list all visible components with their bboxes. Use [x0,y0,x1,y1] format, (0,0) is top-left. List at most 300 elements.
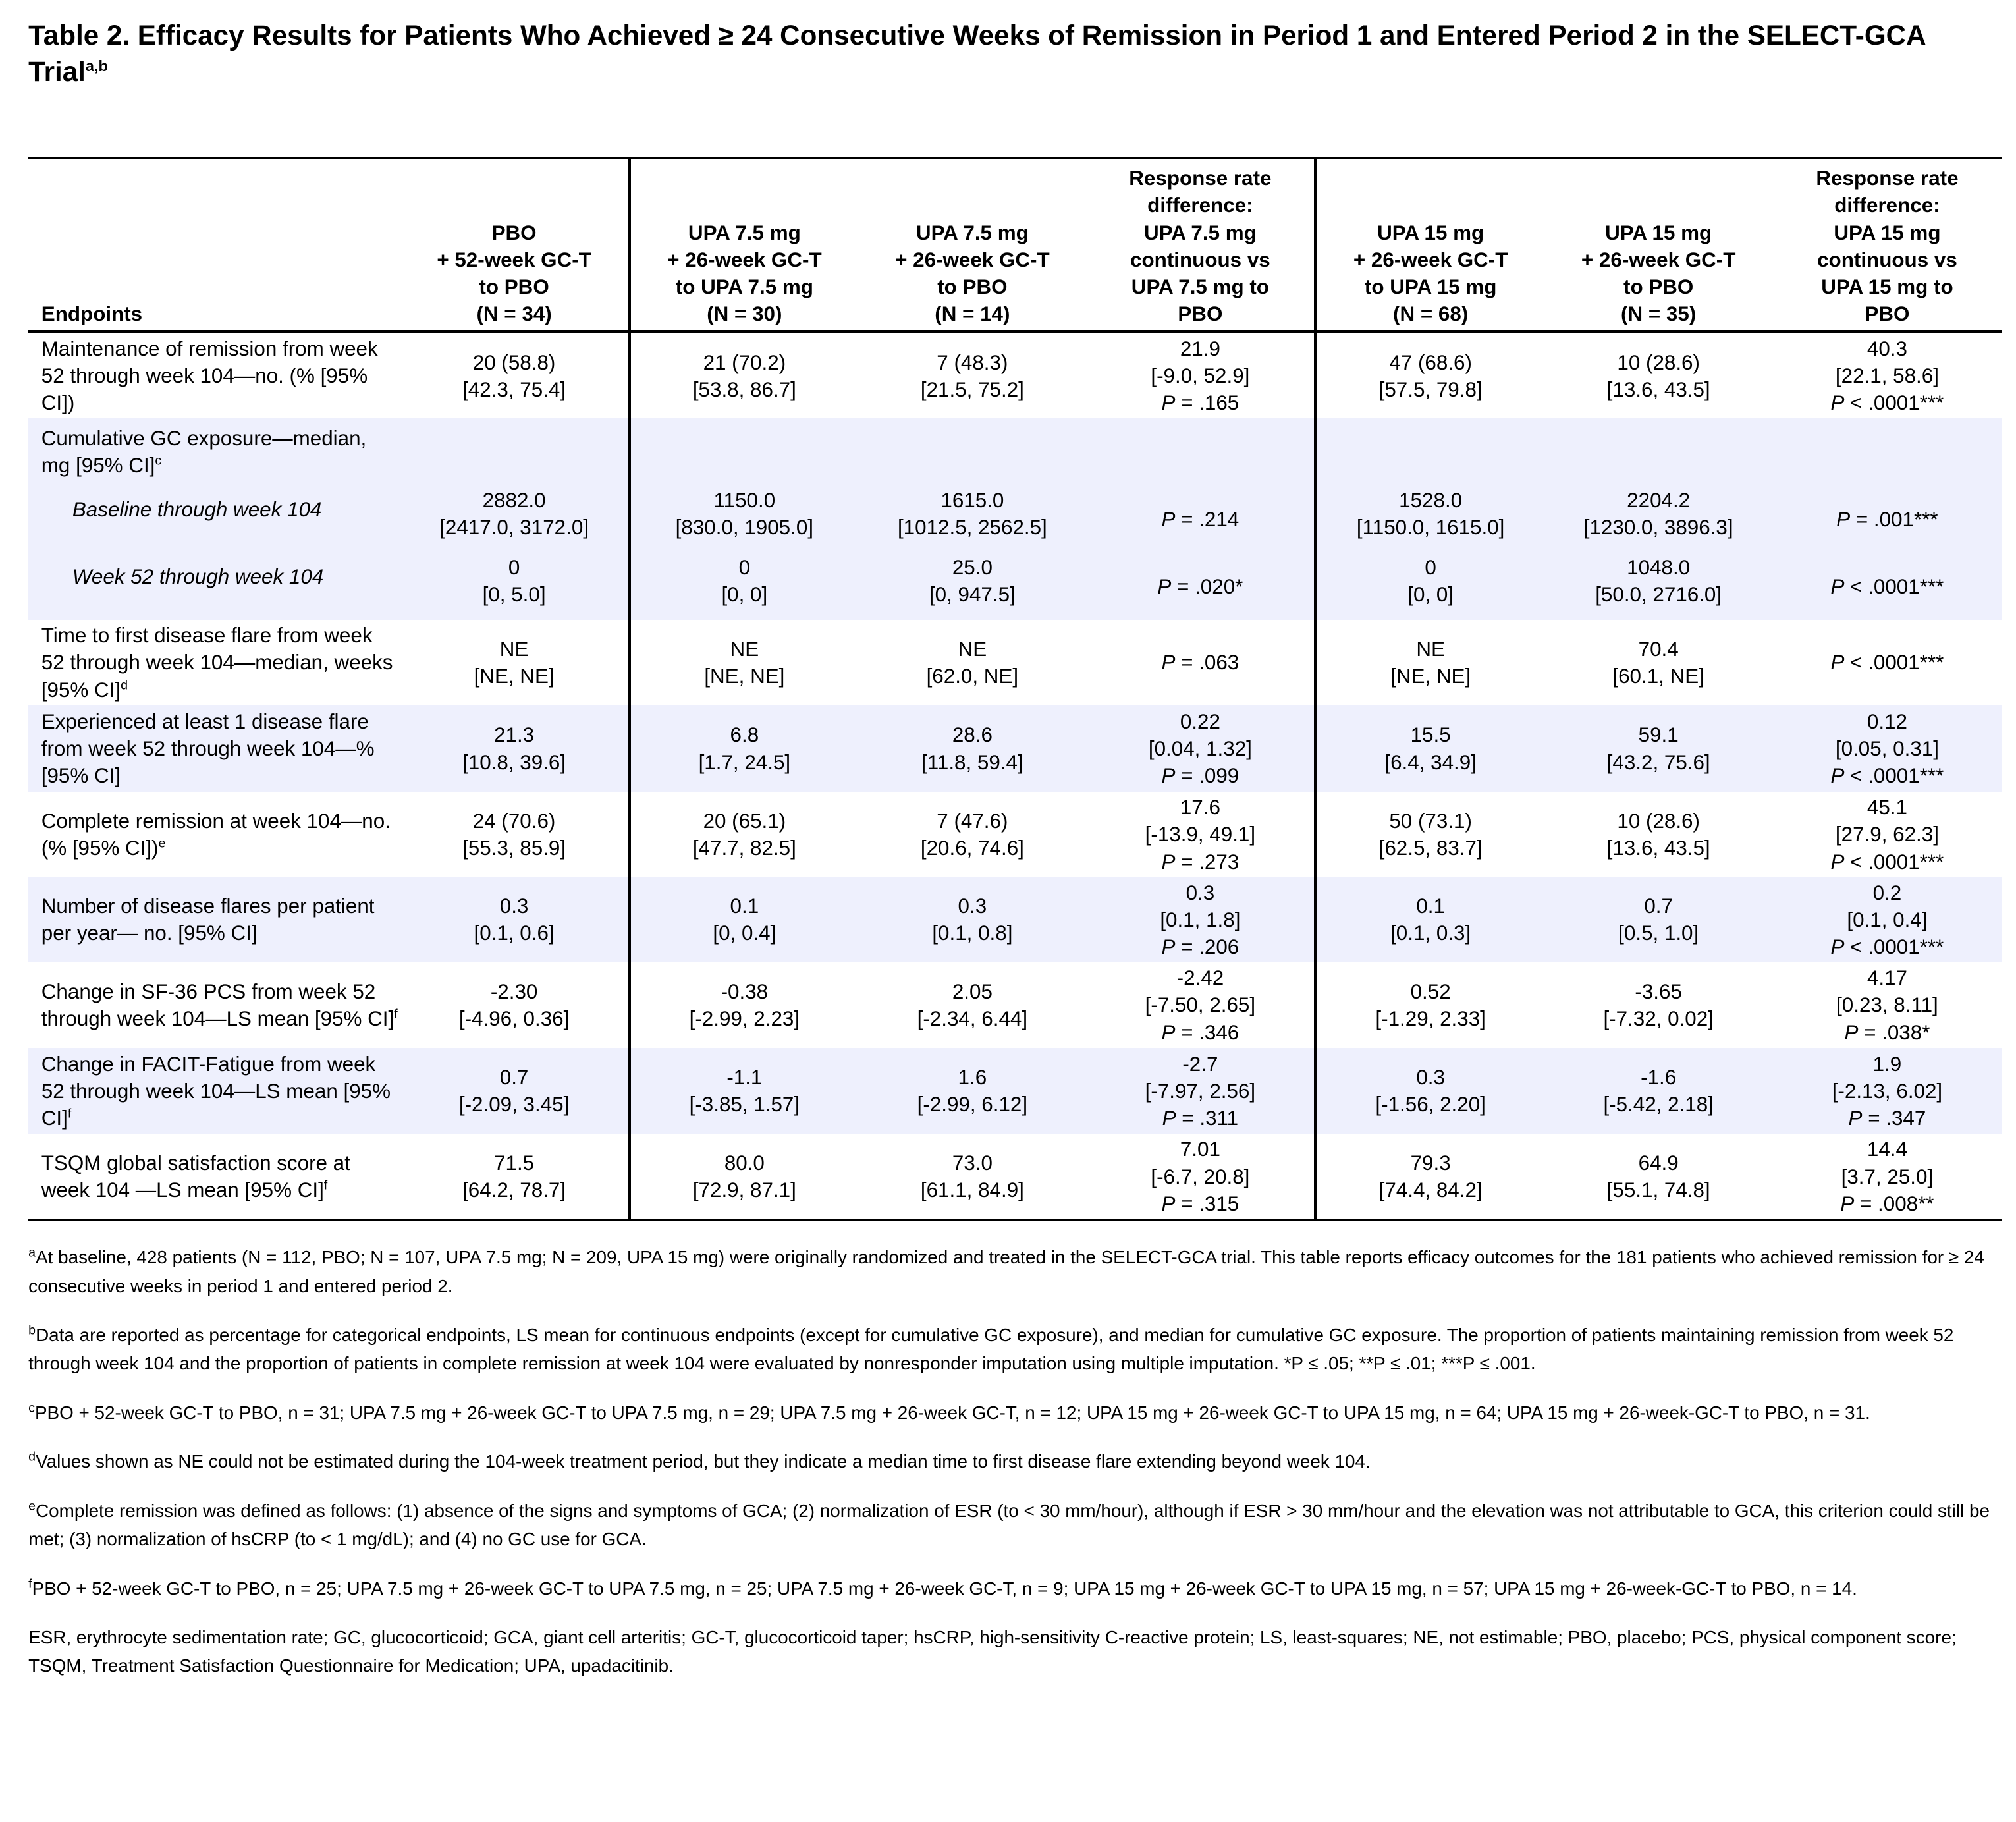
cell-line: 45.1 [1866,796,1907,819]
cell-line: [57.5, 79.8] [1378,377,1483,401]
cell-line: continuous vs [1130,248,1270,271]
cell-line: [1.7, 24.5] [698,750,791,774]
cell-line: 7.01 [1180,1138,1220,1161]
cell-line: 0.3 [1185,881,1215,904]
cell-line: [11.8, 59.4] [921,750,1023,774]
endpoint-label [28,877,400,962]
data-cell [1315,332,1544,418]
cell-line: PBO [1865,302,1910,326]
cell-line: UPA 15 mg [1834,221,1941,244]
cell-line: UPA 7.5 mg to [1131,275,1269,298]
endpoint-text: Change in FACIT-Fatigue from week 52 through week 104—LS mean [95% CI] [41,1052,391,1130]
cell-line: 17.6 [1180,796,1220,819]
cell-line: UPA 7.5 mg [688,221,801,244]
cell-line: 1528.0 [1399,489,1463,512]
data-cell [1773,962,2002,1047]
cell-line: [72.9, 87.1] [692,1178,796,1202]
cell-line: 0.12 [1866,709,1907,733]
cell-line: 0.3 [499,895,529,918]
endpoint-label [28,1048,400,1134]
cell-line: [0.1, 0.4] [1847,908,1928,931]
cell-line: 7 (48.3) [937,350,1008,374]
cell-line: 40.3 [1866,337,1907,360]
cell-line: [13.6, 43.5] [1606,837,1710,860]
endpoint-label [28,485,400,553]
data-cell [629,418,858,485]
cell-line: NE [499,637,529,661]
cell-line: (N = 35) [1621,302,1697,326]
cell-line: P = .008** [1840,1192,1934,1215]
data-cell [629,620,858,705]
cell-line: 6.8 [730,723,759,747]
footnote-text: Complete remission was defined as follows: (1) absence of the signs and symptoms of GCA; (2) normalization of ESR (to < 30 mm/hour), although if ESR > 30 mm/hour and the elevation was not attributable to GCA, this criterion could still be met; (3) normalization of hsCRP (to < 1 mg/dL); and (4) no GC use for GCA. [28,1500,1990,1550]
data-cell [1315,877,1544,962]
data-cell [1773,485,2002,553]
cell-line: 71.5 [494,1151,535,1174]
endpoint-label [28,620,400,705]
cell-line: [64.2, 78.7] [462,1178,566,1202]
cell-line: 50 (73.1) [1389,809,1472,833]
cell-line: NE [1416,637,1445,661]
cell-line: UPA 15 mg to [1821,275,1953,298]
data-cell [858,418,1087,485]
footnote-ref: f [323,1178,328,1193]
table-row [28,1134,2002,1219]
cell-line: [2417.0, 3172.0] [439,516,589,539]
data-cell [1087,705,1315,792]
data-cell [858,332,1087,418]
cell-line: 0.7 [1644,895,1673,918]
data-cell [858,705,1087,792]
endpoint-text: Change in SF-36 PCS from week 52 through week 104—LS mean [95% CI] [41,980,395,1030]
data-cell [400,485,629,553]
data-cell [1087,877,1315,962]
table-row [28,962,2002,1047]
cell-line: (N = 68) [1393,302,1469,326]
data-cell [1773,620,2002,705]
data-cell [1544,620,1773,705]
data-cell [1315,705,1544,792]
cell-line: 24 (70.6) [472,809,556,833]
table-row [28,792,2002,877]
cell-line: to UPA 7.5 mg [675,275,813,298]
data-cell [858,1048,1087,1134]
header-row [28,159,2002,332]
cell-line: [-2.13, 6.02] [1832,1079,1943,1103]
cell-line: [-6.7, 20.8] [1151,1165,1250,1188]
cell-line: (N = 30) [707,302,782,326]
cell-line: [0.23, 8.11] [1836,993,1938,1017]
cell-line: P = .038* [1844,1020,1930,1044]
data-cell [1773,1134,2002,1219]
data-cell [1544,418,1773,485]
cell-line: P = .273 [1161,850,1240,873]
data-cell [400,792,629,877]
cell-line: difference: [1147,194,1253,217]
cell-line: P = .214 [1161,507,1240,531]
cell-line: P < .0001*** [1830,391,1944,415]
data-cell [629,792,858,877]
cell-line: [0.1, 0.3] [1390,922,1471,945]
footnote-text: Values shown as NE could not be estimated during the 104-week treatment period, but they indicate a median time to first disease flare extending beyond week 104. [36,1451,1371,1472]
cell-line: [1012.5, 2562.5] [897,516,1047,539]
data-cell [1544,485,1773,553]
column-header-5 [1315,159,1544,332]
cell-line: [50.0, 2716.0] [1595,583,1722,607]
cell-line: 73.0 [952,1151,993,1174]
column-header-2 [629,159,858,332]
footnote-text: PBO + 52-week GC-T to PBO, n = 31; UPA 7.5 mg + 26-week GC-T to UPA 7.5 mg, n = 29; UPA 7.5 mg + 26-week GC-T, n = 12; UPA 15 mg + 26-week GC-T to UPA 15 mg, n = 64; UPA 15 mg + 26-week-GC-T to PBO, n = 31. [34,1402,1870,1423]
cell-line: 1.6 [958,1066,987,1090]
data-cell [858,792,1087,877]
data-cell [1315,1048,1544,1134]
data-cell [629,1134,858,1219]
cell-line: [-7.32, 0.02] [1603,1007,1714,1030]
cell-line: P = .346 [1161,1020,1240,1044]
data-cell [1087,792,1315,877]
cell-line: (N = 14) [935,302,1010,326]
endpoint-text: Cumulative GC exposure—median, mg [95% CI] [41,427,367,478]
cell-line: 28.6 [952,723,993,747]
cell-line: [0, 0.4] [713,922,776,945]
cell-line: + 52-week GC-T [437,248,591,271]
cell-line: 70.4 [1638,637,1679,661]
table-row [28,877,2002,962]
data-cell [858,485,1087,553]
cell-line: [-3.85, 1.57] [689,1093,800,1117]
footnote-text: ESR, erythrocyte sedimentation rate; GC, glucocorticoid; GCA, giant cell arteritis; GC-T, glucocorticoid taper; hsCRP, high-sensitivity C-reactive protein; LS, least-squares; NE, not estimable; PBO, placebo; PCS, physical component score; TSQM, Treatment Satisfaction Questionnaire for Medication; UPA, upadacitinib. [28,1627,1957,1676]
cell-line: 1615.0 [940,489,1004,512]
data-cell [1544,877,1773,962]
cell-line: [10.8, 39.6] [462,750,566,774]
cell-line: 0.3 [1416,1066,1445,1090]
cell-line: P < .0001*** [1830,574,1944,598]
data-cell [400,332,629,418]
cell-line: P < .0001*** [1830,850,1944,873]
data-cell [1315,485,1544,553]
cell-line: Endpoints [41,302,143,326]
cell-line: [1150.0, 1615.0] [1356,516,1505,539]
data-cell [1773,553,2002,620]
footnote-text: Data are reported as percentage for categorical endpoints, LS mean for continuous endpoints (except for cumulative GC exposure), and median for cumulative GC exposure. The proportion of patients maintaining remission from week 52 through week 104 and the proportion of patients in complete remission at week 104 were evaluated by nonresponder imputation using multiple imputation. *P ≤ .05; **P ≤ .01; ***P ≤ .001. [28,1325,1954,1374]
cell-line: P = .315 [1161,1192,1240,1215]
cell-line: [-7.50, 2.65] [1145,993,1256,1017]
cell-line: 47 (68.6) [1389,350,1472,374]
data-cell [1544,1048,1773,1134]
cell-line: 64.9 [1638,1151,1679,1174]
data-cell [400,1048,629,1134]
data-cell [1773,1048,2002,1134]
footnote [28,1497,2005,1553]
cell-line: [NE, NE] [474,665,555,688]
cell-line: 2882.0 [482,489,546,512]
cell-line: 0.1 [1416,895,1445,918]
cell-line: 15.5 [1410,723,1451,747]
data-cell [629,1048,858,1134]
cell-line: P < .0001*** [1830,764,1944,788]
cell-line: -3.65 [1635,980,1682,1003]
data-cell [1544,792,1773,877]
cell-line: UPA 15 mg [1605,221,1712,244]
footnote-mark: f [28,1576,32,1591]
endpoint-text: Time to first disease flare from week 52 through week 104—median, weeks [95% CI] [41,624,393,702]
data-cell [400,553,629,620]
cell-line: 20 (65.1) [703,809,786,833]
cell-line: 0 [1425,556,1436,580]
cell-line: 0.52 [1410,980,1451,1003]
footnote-mark: e [28,1499,36,1514]
data-cell [1315,792,1544,877]
table-row [28,620,2002,705]
footnote-ref: c [155,453,162,468]
data-cell [1315,1134,1544,1219]
cell-line: [0.1, 0.6] [474,922,555,945]
cell-line: P = .206 [1161,935,1240,959]
data-cell [858,962,1087,1047]
cell-line: P = .165 [1161,391,1240,415]
footnote [28,1447,2005,1476]
cell-line: [53.8, 86.7] [692,377,796,401]
table-row [28,705,2002,792]
cell-line: [830.0, 1905.0] [675,516,814,539]
endpoint-text: TSQM global satisfaction score at week 104 —LS mean [95% CI] [41,1151,350,1202]
data-cell [1087,1048,1315,1134]
data-cell [858,553,1087,620]
cell-line: 59.1 [1638,723,1679,747]
endpoint-label [28,418,400,485]
data-cell [1544,332,1773,418]
data-cell [1773,418,2002,485]
footnote [28,1623,2005,1680]
cell-line: 21.9 [1180,337,1220,360]
cell-line: -1.6 [1641,1066,1677,1090]
endpoint-label [28,962,400,1047]
cell-line: P = .063 [1161,651,1240,675]
data-cell [1544,705,1773,792]
cell-line: [NE, NE] [1390,665,1471,688]
footnote-ref: f [67,1106,72,1121]
title-text: Table 2. Efficacy Results for Patients Who Achieved ≥ 24 Consecutive Weeks of Remission in Period 1 and Entered Period 2 in the SELECT-GCA Trial [28,20,1925,88]
cell-line: 0.2 [1872,881,1902,904]
data-cell [1087,418,1315,485]
footnotes [28,1243,2005,1700]
data-cell [400,1134,629,1219]
data-cell [1087,332,1315,418]
footnote-text: At baseline, 428 patients (N = 112, PBO; N = 107, UPA 7.5 mg; N = 209, UPA 15 mg) were originally randomized and treated in the SELECT-GCA trial. This table reports efficacy outcomes for the 181 patients who achieved remission for ≥ 24 consecutive weeks in period 1 and entered period 2. [28,1247,1984,1296]
cell-line: 0.3 [958,895,987,918]
cell-line: [0, 5.0] [482,583,546,607]
endpoint-text: Maintenance of remission from week 52 through week 104—no. (% [95% CI]) [41,337,378,415]
footnote-mark: c [28,1400,35,1416]
cell-line: [-13.9, 49.1] [1145,823,1256,846]
cell-line: UPA 7.5 mg [1143,221,1257,244]
cell-line: 21.3 [494,723,535,747]
cell-line: + 26-week GC-T [1581,248,1736,271]
data-cell [400,620,629,705]
data-cell [1315,620,1544,705]
cell-line: to PBO [1623,275,1694,298]
endpoint-label [28,1134,400,1219]
cell-line: UPA 7.5 mg [915,221,1029,244]
cell-line: [61.1, 84.9] [920,1178,1024,1202]
cell-line: to PBO [479,275,549,298]
cell-line: [60.1, NE] [1612,665,1704,688]
cell-line: [0, 0] [1407,583,1454,607]
cell-line: [-5.42, 2.18] [1603,1093,1714,1117]
data-cell [1087,962,1315,1047]
cell-line: 0.7 [499,1066,529,1090]
data-cell [629,332,858,418]
data-cell [1315,962,1544,1047]
data-cell [858,1134,1087,1219]
cell-line: [22.1, 58.6] [1835,364,1939,388]
cell-line: [0.1, 1.8] [1160,908,1241,931]
cell-line: 0 [738,556,751,580]
cell-line: [13.6, 43.5] [1606,377,1710,401]
cell-line: P = .347 [1848,1107,1926,1130]
cell-line: P < .0001*** [1830,935,1944,959]
cell-line: 14.4 [1866,1138,1907,1161]
footnote-mark: a [28,1246,36,1261]
endpoint-label [28,553,400,620]
cell-line: 20 (58.8) [472,350,556,374]
cell-line: -2.42 [1176,966,1224,990]
endpoint-text: Baseline through week 104 [72,497,322,521]
cell-line: 0.1 [730,895,759,918]
cell-line: 21 (70.2) [703,350,786,374]
cell-line: NE [730,637,759,661]
cell-line: 10 (28.6) [1617,809,1700,833]
column-header-endpoints [28,159,400,332]
data-cell [1773,792,2002,877]
cell-line: + 26-week GC-T [895,248,1050,271]
cell-line: P = .099 [1161,764,1240,788]
cell-line: [74.4, 84.2] [1378,1178,1483,1202]
data-cell [400,877,629,962]
efficacy-table [28,157,2002,1221]
table-row [28,485,2002,553]
data-cell [858,877,1087,962]
cell-line: [43.2, 75.6] [1606,750,1710,774]
data-cell [1087,553,1315,620]
cell-line: Response rate [1129,167,1272,190]
data-cell [400,962,629,1047]
cell-line: [27.9, 62.3] [1835,823,1939,846]
cell-line: 2.05 [952,980,993,1003]
cell-line: 7 (47.6) [937,809,1008,833]
endpoint-text: Week 52 through week 104 [72,565,324,588]
footnote-mark: b [28,1323,36,1338]
cell-line: PBO [491,221,537,244]
cell-line: [47.7, 82.5] [692,837,796,860]
cell-line: [62.0, NE] [926,665,1019,688]
data-cell [1315,418,1544,485]
cell-line: P < .0001*** [1830,651,1944,675]
cell-line: [NE, NE] [704,665,785,688]
endpoint-text: Experienced at least 1 disease flare from week 52 through week 104—% [95% CI] [41,709,375,788]
cell-line: [-2.99, 6.12] [917,1093,1028,1117]
cell-line: [0.5, 1.0] [1618,922,1699,945]
cell-line: P = .020* [1157,574,1243,598]
cell-line: [42.3, 75.4] [462,377,566,401]
endpoint-label [28,705,400,792]
column-header-6 [1544,159,1773,332]
cell-line: Response rate [1816,167,1959,190]
cell-line: difference: [1834,194,1940,217]
cell-line: 4.17 [1866,966,1907,990]
data-cell [858,620,1087,705]
endpoint-label [28,792,400,877]
cell-line: [62.5, 83.7] [1378,837,1483,860]
data-cell [629,705,858,792]
cell-line: [-2.34, 6.44] [917,1007,1028,1030]
column-header-1 [400,159,629,332]
footnote-ref: f [394,1007,398,1022]
footnote [28,1398,2005,1427]
title-superscript: a,b [85,57,108,75]
data-cell [629,553,858,620]
table-row [28,1048,2002,1134]
column-header-4 [1087,159,1315,332]
cell-line: [-9.0, 52.9] [1151,364,1250,388]
cell-line: 10 (28.6) [1617,350,1700,374]
data-cell [629,962,858,1047]
footnote-ref: d [121,678,128,693]
data-cell [629,877,858,962]
table-row [28,332,2002,418]
table-title [28,18,2005,90]
cell-line: [1230.0, 3896.3] [1583,516,1733,539]
cell-line: 0 [508,556,520,580]
cell-line: 79.3 [1410,1151,1451,1174]
data-cell [1315,553,1544,620]
cell-line: 1.9 [1872,1052,1902,1076]
cell-line: 1150.0 [713,489,776,512]
data-cell [1544,1134,1773,1219]
cell-line: 0.22 [1180,709,1220,733]
cell-line: + 26-week GC-T [667,248,822,271]
data-cell [1773,877,2002,962]
cell-line: [-2.09, 3.45] [458,1093,570,1117]
cell-line: [0, 0] [721,583,768,607]
cell-line: P = .311 [1162,1107,1239,1130]
cell-line: [-1.56, 2.20] [1375,1093,1486,1117]
endpoint-label [28,332,400,418]
data-cell [1087,485,1315,553]
cell-line: -2.7 [1182,1052,1218,1076]
cell-line: continuous vs [1817,248,1957,271]
cell-line: [-2.99, 2.23] [689,1007,800,1030]
data-cell [1544,962,1773,1047]
footnote-mark: d [28,1450,36,1465]
data-cell [629,485,858,553]
table-row [28,418,2002,485]
endpoint-text: Complete remission at week 104—no. (% [95% CI]) [41,809,391,860]
cell-line: 1048.0 [1627,556,1691,580]
cell-line: [20.6, 74.6] [920,837,1024,860]
cell-line: [6.4, 34.9] [1384,750,1477,774]
cell-line: [55.1, 74.8] [1606,1178,1710,1202]
cell-line: (N = 34) [476,302,552,326]
cell-line: [0.05, 0.31] [1835,736,1939,760]
data-cell [1773,332,2002,418]
footnote [28,1321,2005,1377]
cell-line: PBO [1178,302,1223,326]
cell-line: [3.7, 25.0] [1841,1165,1934,1188]
cell-line: [-4.96, 0.36] [458,1007,570,1030]
footnote [28,1243,2005,1300]
footnote [28,1574,2005,1603]
